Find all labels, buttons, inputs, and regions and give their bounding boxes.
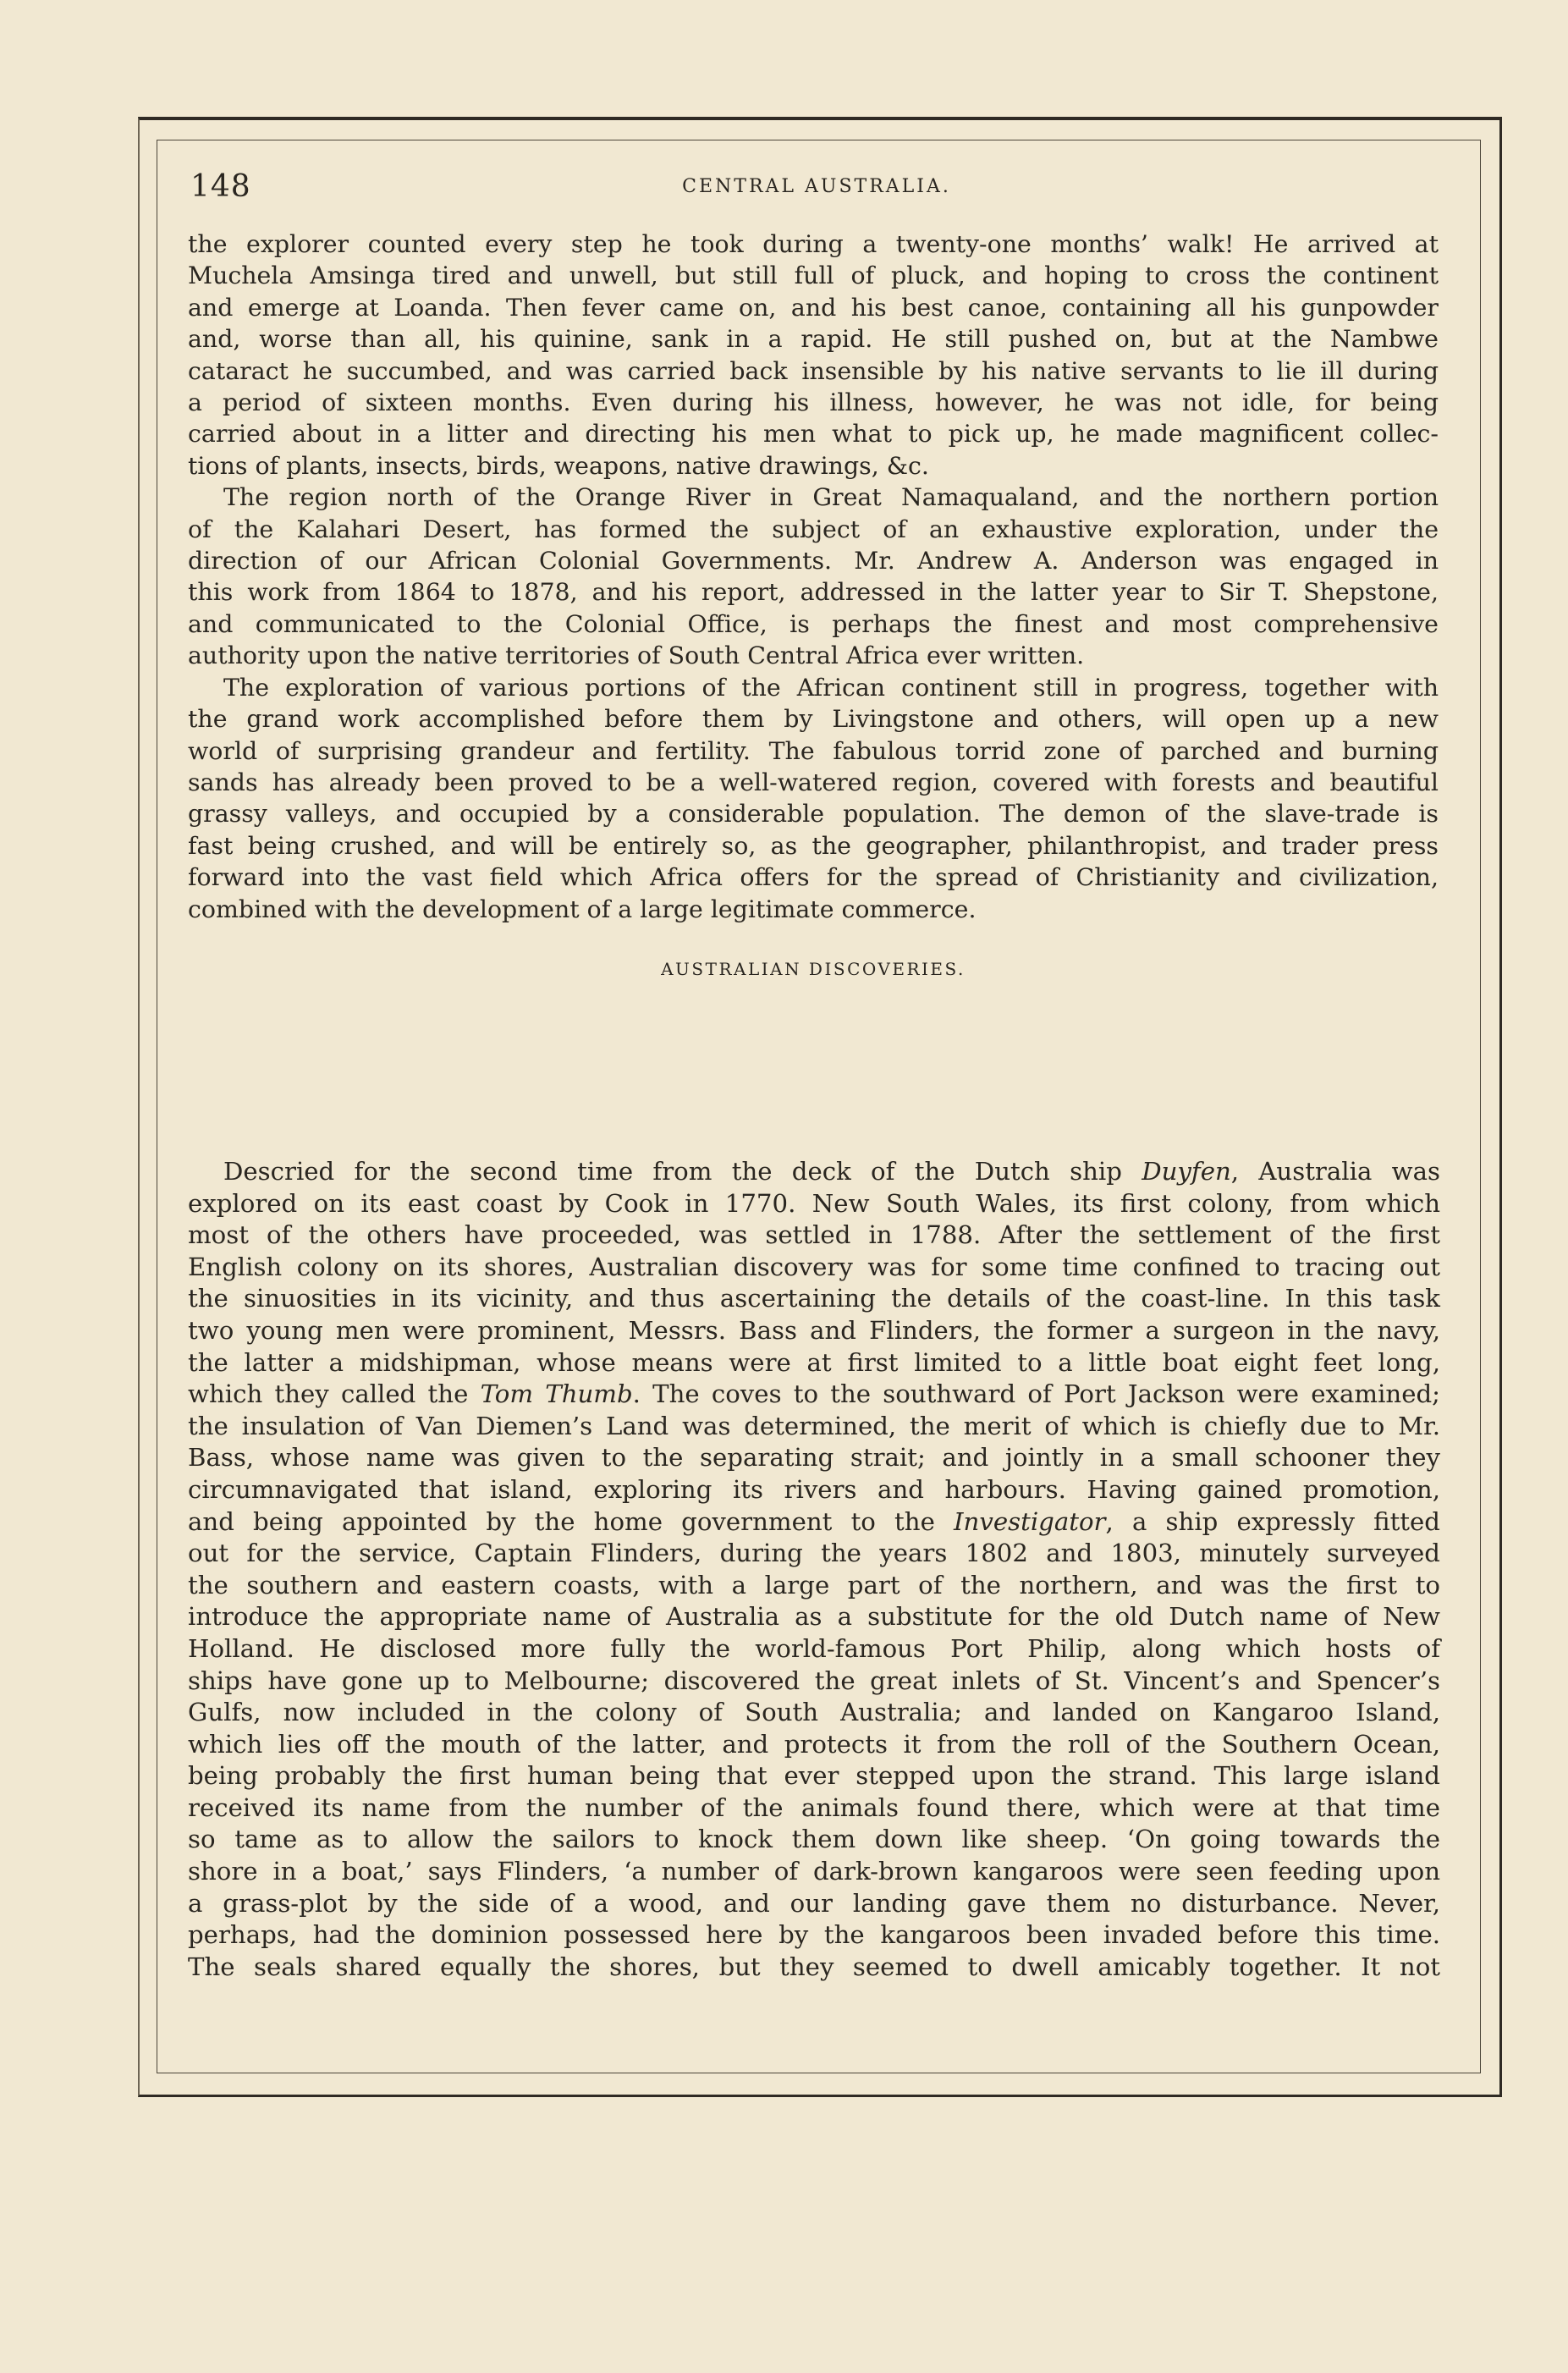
text-line: so tame as to allow the sailors to knock them down like sheep. ‘On going towards the xyxy=(188,1825,1440,1854)
text-line: introduce the appropriate name of Australia as a substitute for the old Dutch name of New xyxy=(188,1602,1440,1632)
text-line: The exploration of various portions of the African continent still in progress, together with xyxy=(223,673,1439,702)
text-line: the latter a midshipman, whose means were at first limited to a little boat eight feet long, xyxy=(188,1347,1440,1377)
text-line: The region north of the Orange River in Great Namaqualand, and the northern portion xyxy=(223,483,1439,512)
text-line: and, worse than all, his quinine, sank in a rapid. He still pushed on, but at the Nambwe xyxy=(188,325,1439,354)
text-line: out for the service, Captain Flinders, during the years 1802 and 1803, minutely surveyed xyxy=(188,1539,1440,1568)
text-line: the grand work accomplished before them by Livingstone and others, will open up a new xyxy=(188,705,1439,734)
text-line: the explorer counted every step he took during a twenty-one months’ walk! He arrived at xyxy=(188,230,1439,258)
text-line: grassy valleys, and occupied by a considerable population. The demon of the slave-trade is xyxy=(188,800,1439,829)
text-line: most of the others have proceeded, was settled in 1788. After the settlement of the first xyxy=(188,1220,1440,1250)
text-line xyxy=(188,1506,1440,1539)
text-line: cataract he succumbed, and was carried back insensible by his native servants to lie ill during xyxy=(188,356,1439,385)
page-header xyxy=(190,169,1443,212)
text-line: ships have gone up to Melbourne; discovered the great inlets of St. Vincent’s and Spencer’s xyxy=(188,1666,1440,1695)
text-line: world of surprising grandeur and fertility. The fabulous torrid zone of parched and burning xyxy=(188,736,1439,765)
page-body-upper xyxy=(188,228,1439,1008)
text-line: forward into the vast field which Africa offers for the spread of Christianity and civilization, xyxy=(188,863,1439,892)
text-line: the southern and eastern coasts, with a large part of the northern, and was the first to xyxy=(188,1570,1440,1599)
text-line: explored on its east coast by Cook in 1770. New South Wales, its first colony, from which xyxy=(188,1188,1440,1218)
text-line: a period of sixteen months. Even during his illness, however, he was not idle, for being xyxy=(188,388,1439,417)
ship-name-duyfen: Duyfen xyxy=(1142,1157,1231,1186)
text-line: the sinuosities in its vicinity, and thus ascertaining the details of the coast-line. In this task xyxy=(188,1284,1440,1313)
text-line: shore in a boat,’ says Flinders, ‘a number of dark-brown kangaroos were seen feeding upon xyxy=(188,1857,1440,1886)
text-line: Holland. He disclosed more fully the world-famous Port Philip, along which hosts of xyxy=(188,1633,1440,1663)
text-line: which lies off the mouth of the latter, and protects it from the roll of the Southern Ocean, xyxy=(188,1729,1440,1759)
ship-name-investigator: Investigator xyxy=(954,1506,1106,1536)
boat-name-tom-thumb: Tom Thumb xyxy=(480,1379,633,1409)
paragraph-african-exploration xyxy=(188,672,1439,925)
text-line: Bass, whose name was given to the separating strait; and jointly in a small schooner they xyxy=(188,1443,1440,1473)
text-fragment: , a ship expressly fitted xyxy=(1105,1506,1440,1536)
text-line: tions of plants, insects, birds, weapons, native drawings, &c. xyxy=(188,451,929,480)
running-title: CENTRAL AUSTRALIA. xyxy=(682,176,951,197)
text-line: fast being crushed, and will be entirely so, as the geographer, philanthropist, and trader press xyxy=(188,831,1439,860)
text-line: perhaps, had the dominion possessed here by the kangaroos been invaded before this time. xyxy=(188,1920,1440,1950)
text-line: a grass-plot by the side of a wood, and our landing gave them no disturbance. Never, xyxy=(188,1888,1440,1918)
text-fragment: . The coves to the southward of Port Jackson were examined; xyxy=(632,1379,1440,1409)
text-line: English colony on its shores, Australian discovery was for some time confined to tracing out xyxy=(188,1252,1440,1281)
text-line: circumnavigated that island, exploring its rivers and harbours. Having gained promotion, xyxy=(188,1474,1440,1504)
text-fragment: and being appointed by the home government to the xyxy=(188,1506,955,1536)
text-line: and emerge at Loanda. Then fever came on, and his best canoe, containing all his gunpowder xyxy=(188,293,1439,322)
text-line: The seals shared equally the shores, but they seemed to dwell amicably together. It not xyxy=(188,1952,1440,1981)
text-line: combined with the development of a large legitimate commerce. xyxy=(188,895,977,923)
text-line: received its name from the number of the animals found there, which were at that time xyxy=(188,1792,1440,1822)
text-line: the insulation of Van Diemen’s Land was determined, the merit of which is chiefly due to Mr. xyxy=(188,1411,1440,1440)
text-line: Muchela Amsinga tired and unwell, but still full of pluck, and hoping to cross the continent xyxy=(188,262,1439,290)
text-fragment: which they called the xyxy=(188,1379,481,1409)
text-line: of the Kalahari Desert, has formed the subject of an exhaustive exploration, under the xyxy=(188,515,1439,543)
text-line: Gulfs, now included in the colony of South Australia; and landed on Kangaroo Island, xyxy=(188,1698,1440,1727)
text-fragment: Descried for the second time from the deck of the Dutch ship xyxy=(223,1157,1142,1186)
paragraph-explorer-continued xyxy=(188,228,1439,482)
text-line: and communicated to the Colonial Office, is perhaps the finest and most comprehensive xyxy=(188,609,1439,638)
text-line: being probably the first human being that ever stepped upon the strand. This large island xyxy=(188,1761,1440,1791)
text-fragment: , Australia was xyxy=(1230,1157,1440,1186)
paragraph-australian-discoveries xyxy=(188,1156,1440,1983)
section-heading-australian-discoveries: AUSTRALIAN DISCOVERIES. xyxy=(661,958,966,979)
text-line: sands has already been proved to be a well-watered region, covered with forests and beautiful xyxy=(188,768,1439,796)
paragraph-orange-river xyxy=(188,482,1439,671)
text-line xyxy=(188,1156,1440,1188)
text-line xyxy=(188,1379,1440,1411)
text-line: two young men were prominent, Messrs. Bass and Flinders, the former a surgeon in the navy, xyxy=(188,1315,1440,1345)
page-number: 148 xyxy=(190,169,251,204)
text-line: direction of our African Colonial Governments. Mr. Andrew A. Anderson was engaged in xyxy=(188,547,1439,575)
page-body-lower xyxy=(188,1156,1440,1983)
text-line: carried about in a litter and directing his men what to pick up, he made magnificent collec- xyxy=(188,420,1439,449)
text-line: authority upon the native territories of South Central Africa ever written. xyxy=(188,641,1085,670)
text-line: this work from 1864 to 1878, and his report, addressed in the latter year to Sir T. Shepstone, xyxy=(188,578,1439,607)
